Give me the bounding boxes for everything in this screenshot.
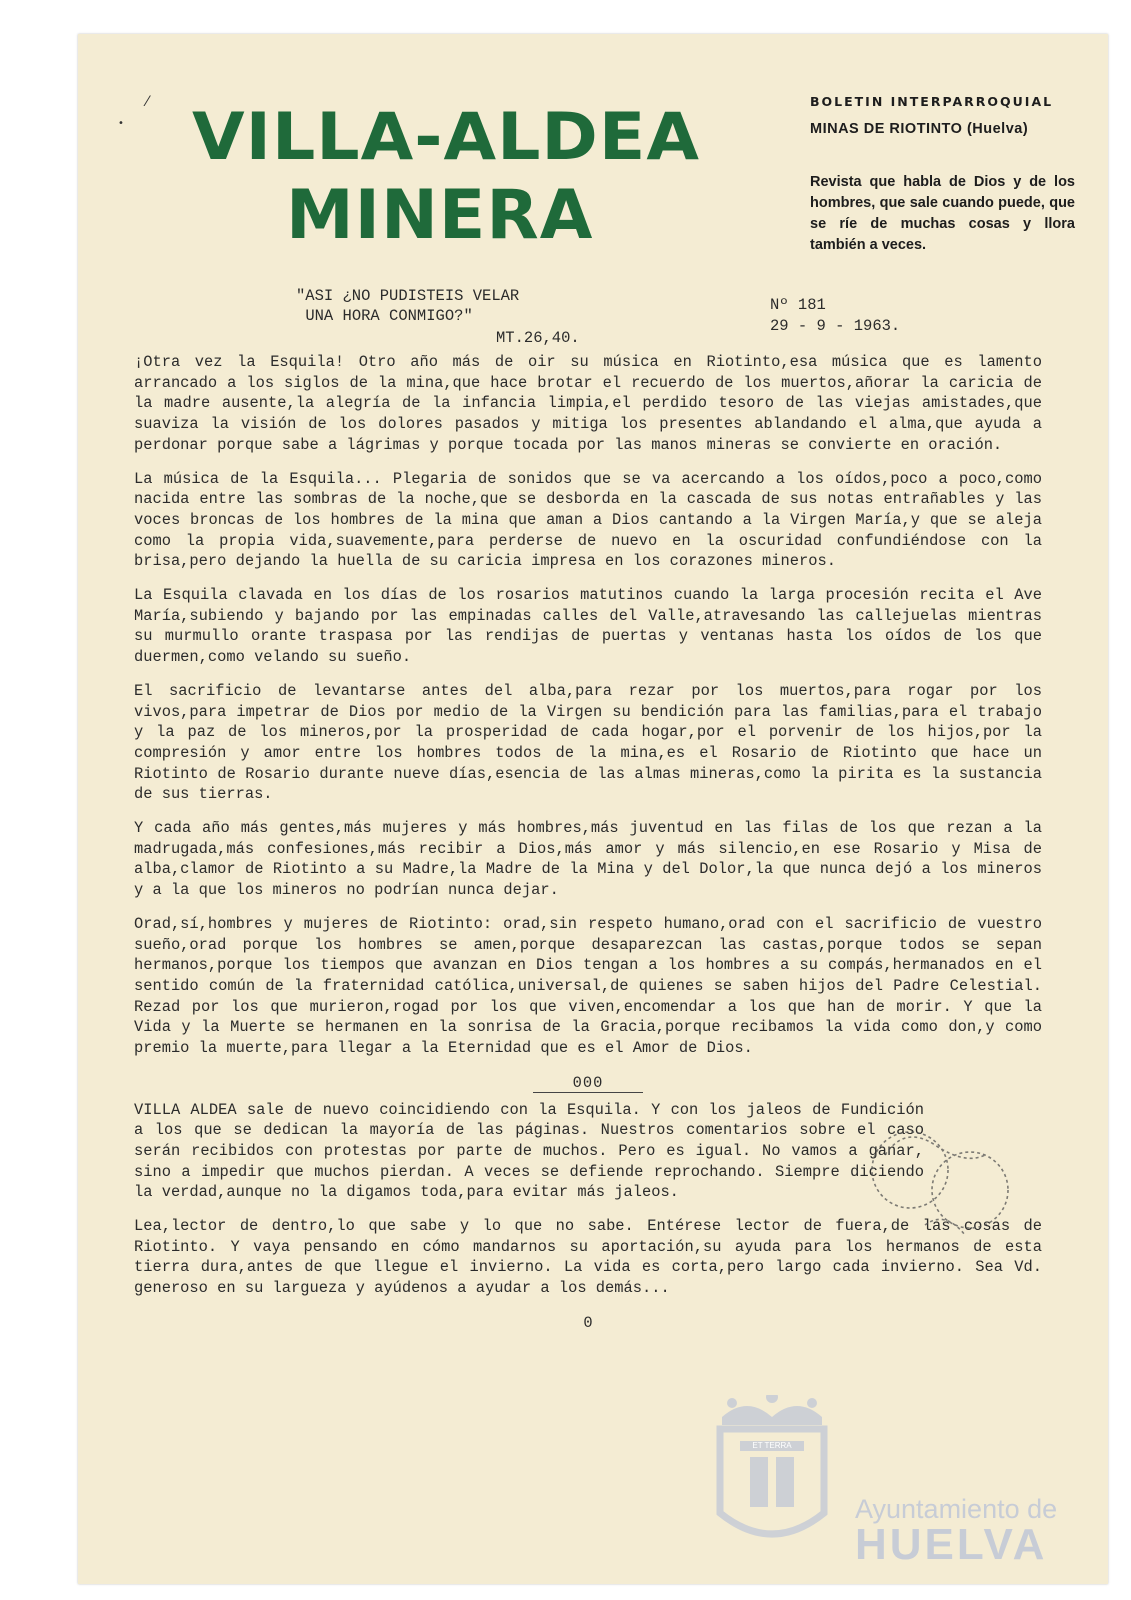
end-mark: 0 (583, 1313, 593, 1332)
paragraph: VILLA ALDEA sale de nuevo coincidiendo con la Esquila. Y con los jaleos de Fundición a los que se dedican la mayoría de las páginas. Nuestros comentarios sobre el caso serán recibidos con protestas por parte de muchos. Pero es igual. No vamos a ganar, sino a impedir que muchos pierdan. A veces se defiende reprochando. Siempre diciendo la verdad,aunque no la digamos toda,para evitar más jaleos. (134, 1100, 924, 1202)
tagline: Revista que habla de Dios y de los hombres, que sale cuando puede, que se ríe de muchas cosas y llora también a veces. (810, 174, 1075, 253)
separator-text: 000 (533, 1074, 644, 1093)
bulletin-label: BOLETIN INTERPARROQUIAL (810, 94, 1054, 109)
paragraph: La música de la Esquila... Plegaria de sonidos que se va acercando a los oídos,poco a poco,como nacida entre las sombras de la noche,que se desborda en la cascada de sus notas entrañables y las voces broncas de los hombres de la mina que aman a Dios cantando a la Virgen María,y que se aleja como la propia vida,suavemente,para perderse de nuevo en la oscuridad confundiéndose con la brisa,pero dejando la huella de su caricia impresa en los corazones mineros. (134, 469, 1042, 571)
watermark-text-top: Ayuntamiento de (855, 1494, 1058, 1524)
paragraph: ¡Otra vez la Esquila! Otro año más de oir su música en Riotinto,esa música que es lamento arrancado a los siglos de la mina,que hace brotar el recuerdo de los muertos,añorar la caricia de la madre ausente,la alegría de la infancia limpia,el perdido tesoro de las viejas amistades,que suaviza la visión de los dolores pasados y mitiga los presentes ablandando el alma,que ayuda a perdonar porque sabe a lágrimas y porque tocada por las manos mineras se convierte en oración. (134, 353, 1042, 454)
seal-text: ET TERRA (752, 1441, 792, 1450)
ink-mark: ⁄ (146, 94, 149, 110)
paragraph: Y cada año más gentes,más mujeres y más hombres,más juventud en las filas de los que rezan a la madrugada,más confesiones,más recibir a Dios,más amor y más silencio,en ese Rosario y Misa de alba,clamor de Riotinto a su Madre,la Madre de la Mina y del Dolor,la que nunca dejó a los mineros y a la que los mineros no podrían nunca dejar. (134, 819, 1042, 900)
issue-number: Nº 181 (770, 296, 826, 314)
issue-info (770, 295, 900, 337)
epigraph-quote (296, 286, 519, 326)
title-line-1: VILLA-ALDEA (192, 100, 700, 176)
ink-dot: • (118, 118, 124, 129)
quote-line-2: UNA HORA CONMIGO?" (305, 307, 473, 325)
masthead-title (146, 100, 746, 255)
paragraph: Lea,lector de dentro,lo que sabe y lo que no sabe. Entérese lector de fuera,de las cosas de Riotinto. Y vaya pensando en cómo mandarnos su aportación,su ayuda para los hermanos de esta tierra dura,antes de que llegue el invierno. La vida es corta,pero largo cada invierno. Sea Vd. generoso en su largueza y ayúdenos a ayudar a los demás... (134, 1217, 1042, 1298)
paragraph: La Esquila clavada en los días de los rosarios matutinos cuando la larga procesión recita el Ave María,subiendo y bajando por las empinadas calles del Valle,atravesando las callejuelas mientras su murmullo orante traspasa por las rendijas de puertas y ventanas hasta los oídos de los que duermen,como velando su sueño. (134, 586, 1042, 667)
watermark-text-main: HUELVA (855, 1520, 1048, 1569)
issue-date: 29 - 9 - 1963. (770, 317, 901, 335)
paragraph: Orad,sí,hombres y mujeres de Riotinto: orad,sin respeto humano,orad con el sacrificio de vuestro sueño,orad porque los hombres se amen,porque desaparezcan las castas,porque todos se sepan hermanos,porque los tiempos que avanzan en Dios tengan a los hombres a su compás,hermanados en el sentido común de la fraternidad católica,universal,de quienes se saben hijos del Padre Celestial. Rezad por los que murieron,rogad por los que viven,encomendar a los que han de morir. Y que la Vida y la Muerte se hermanen en la sonrisa de la Gracia,porque recibamos la vida como don,y como premio la muerte,para llegar a la Eternidad que es el Amor de Dios. (134, 914, 1042, 1058)
bulletin-location: MINAS DE RIOTINTO (Huelva) (810, 121, 1029, 137)
epigraph-citation: MT.26,40. (496, 329, 580, 347)
quote-line-1: "ASI ¿NO PUDISTEIS VELAR (296, 287, 520, 305)
ink-stamp (865, 1115, 1015, 1250)
title-line-2: MINERA (286, 176, 594, 255)
section-separator (134, 1073, 1042, 1094)
paragraph: El sacrificio de levantarse antes del alba,para rezar por los muertos,para rogar por los vivos,para impetrar de Dios por medio de la Virgen su bendición para las familias,para el trabajo y la paz de los mineros,por la prosperidad de cada hogar,por el porvenir de los hijos,por la compresión y amor entre los hombres todos de la mina,es el Rosario de Riotinto que hace un Riotinto de Rosario durante nueve días,esencia de las almas mineras,como la pirita es la sustancia de sus tierras. (134, 681, 1042, 804)
